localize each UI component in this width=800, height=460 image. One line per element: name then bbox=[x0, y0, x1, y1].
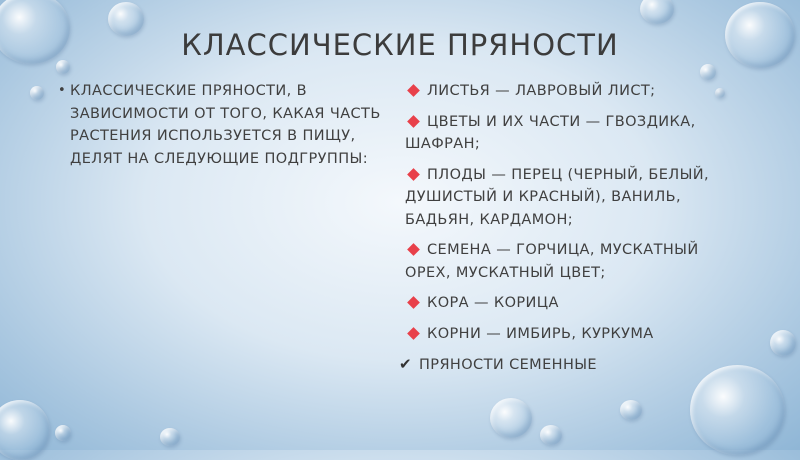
list-item bbox=[405, 323, 745, 346]
intro-text: КЛАССИЧЕСКИЕ ПРЯНОСТИ, В ЗАВИСИМОСТИ ОТ ТОГО, КАКАЯ ЧАСТЬ РАСТЕНИЯ ИСПОЛЬЗУЕТСЯ В ПИЩУ, ДЕЛЯТ НА СЛЕДУЮЩИЕ ПОДГРУППЫ: bbox=[70, 83, 381, 167]
water-drop-decoration bbox=[700, 64, 716, 80]
list-item bbox=[405, 111, 745, 156]
list-item bbox=[405, 292, 745, 315]
subgroup-list bbox=[399, 80, 745, 385]
water-drop-decoration bbox=[620, 400, 642, 420]
list-item-text: ЦВЕТЫ И ИХ ЧАСТИ — ГВОЗДИКА, ШАФРАН; bbox=[405, 113, 696, 152]
checkmark-icon: ✔ bbox=[399, 355, 412, 373]
diamond-bullet-icon bbox=[407, 243, 420, 256]
water-drop-decoration bbox=[540, 425, 562, 445]
list-item bbox=[405, 239, 745, 284]
water-drop-decoration bbox=[30, 86, 44, 100]
list-item-text: ПЛОДЫ — ПЕРЕЦ (ЧЕРНЫЙ, БЕЛЫЙ, ДУШИСТЫЙ И КРАСНЫЙ), ВАНИЛЬ, БАДЬЯН, КАРДАМОН; bbox=[405, 166, 710, 228]
list-item-text: СЕМЕНА — ГОРЧИЦА, МУСКАТНЫЙ ОРЕХ, МУСКАТНЫЙ ЦВЕТ; bbox=[405, 242, 699, 281]
water-drop-decoration bbox=[770, 330, 796, 356]
diamond-bullet-icon bbox=[407, 327, 420, 340]
list-item bbox=[405, 80, 745, 103]
water-drop-decoration bbox=[490, 398, 532, 438]
list-item-text: КОРА — КОРИЦА bbox=[427, 295, 559, 311]
water-drop-decoration bbox=[160, 428, 180, 446]
list-item bbox=[405, 164, 745, 232]
water-drop-decoration bbox=[640, 0, 674, 24]
water-drop-decoration bbox=[0, 400, 50, 460]
list-item-text: ЛИСТЬЯ — ЛАВРОВЫЙ ЛИСТ; bbox=[427, 83, 656, 99]
diamond-bullet-icon bbox=[407, 84, 420, 97]
diamond-bullet-icon bbox=[407, 168, 420, 181]
water-drop-decoration bbox=[55, 425, 71, 441]
check-list-item bbox=[399, 353, 745, 377]
diamond-bullet-icon bbox=[407, 115, 420, 128]
intro-paragraph bbox=[58, 80, 390, 170]
check-item-text: ПРЯНОСТИ СЕМЕННЫЕ bbox=[419, 357, 597, 373]
water-drop-decoration bbox=[56, 60, 70, 74]
bullet-icon: • bbox=[58, 83, 67, 98]
slide-title: КЛАССИЧЕСКИЕ ПРЯНОСТИ bbox=[181, 28, 619, 62]
diamond-bullet-icon bbox=[407, 296, 420, 309]
list-item-text: КОРНИ — ИМБИРЬ, КУРКУМА bbox=[427, 325, 654, 342]
